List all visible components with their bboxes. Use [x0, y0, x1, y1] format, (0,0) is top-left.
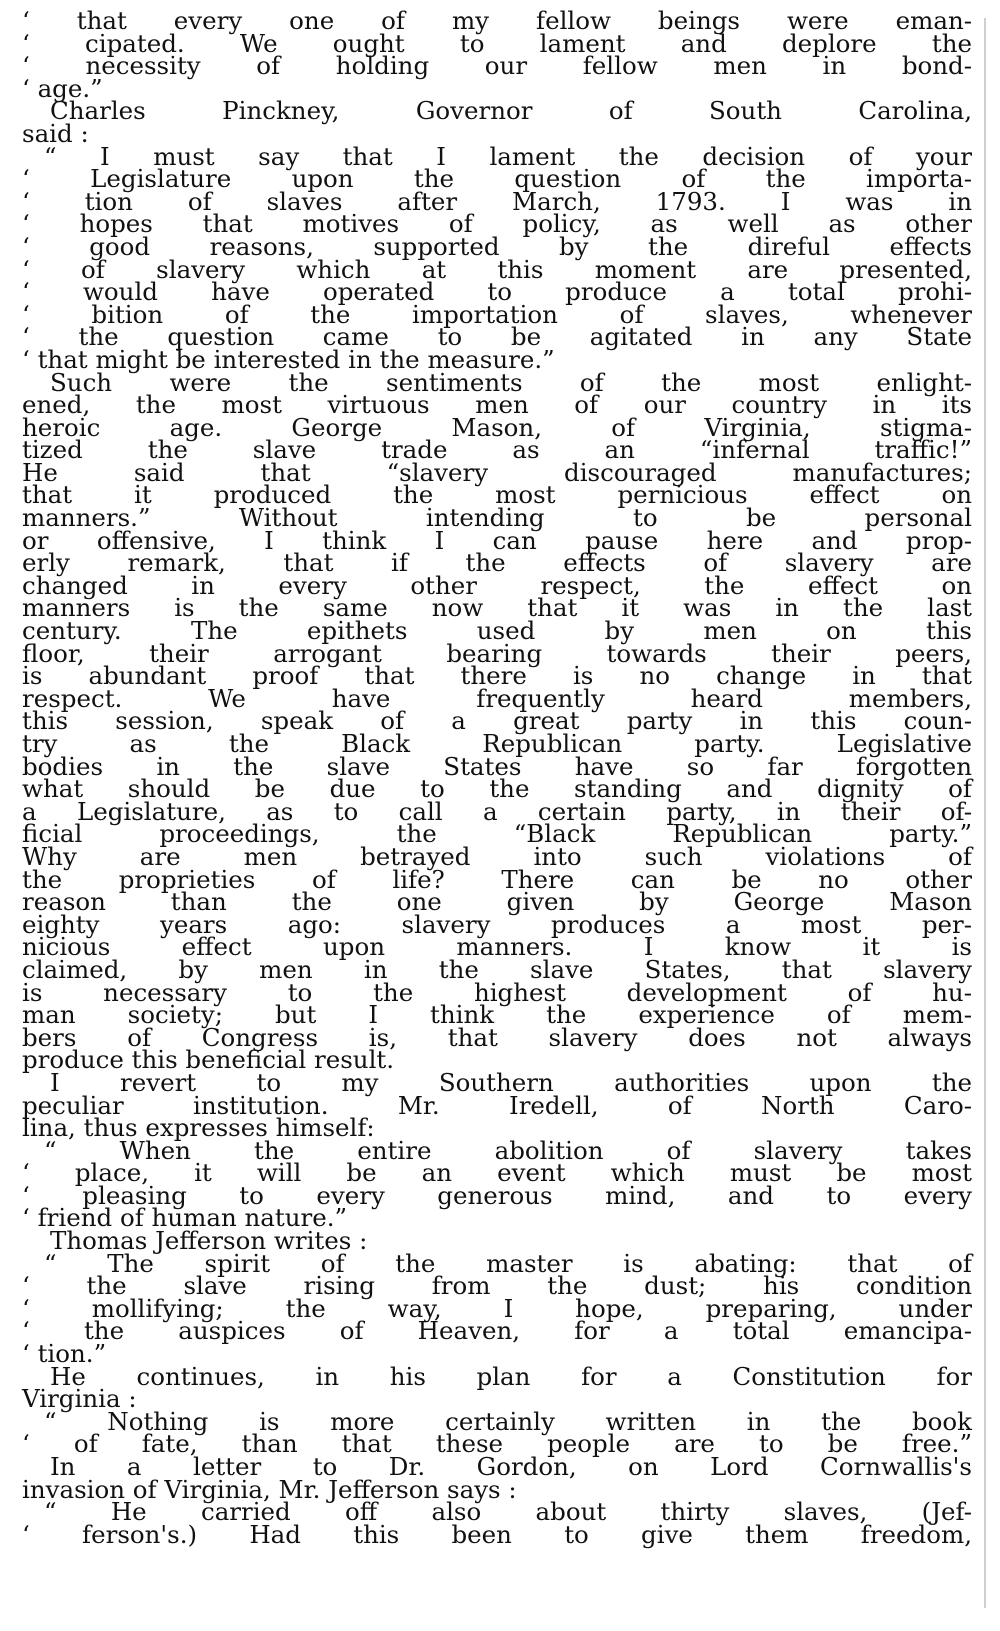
text-line: ‘ place, it will be an event which must be most: [22, 1158, 972, 1188]
text-line: ‘ bition of the importation of slaves, whenever: [22, 299, 972, 329]
text-line: “ I must say that I lament the decision of your: [44, 141, 972, 171]
text-line: In a letter to Dr. Gordon, on Lord Cornwallis's: [50, 1452, 972, 1481]
text-line: “ When the entire abolition of slavery takes: [44, 1135, 972, 1165]
text-line: what should be due to the standing and dignity of: [22, 774, 972, 804]
text-line: ‘ that might be interested in the measure.”: [22, 344, 555, 374]
text-line: ‘ good reasons, supported by the direful effects: [22, 231, 972, 261]
text-line: is necessary to the highest development of hu-: [22, 977, 972, 1007]
text-line: I revert to my Southern authorities upon the: [50, 1067, 972, 1097]
text-line: “ He carried off also about thirty slaves, (Jef-: [44, 1497, 972, 1527]
text-line: nicious effect upon manners. I know it is: [22, 932, 972, 962]
text-line: “ Nothing is more certainly written in the book: [44, 1406, 972, 1436]
text-line: He continues, in his plan for a Constitution for: [50, 1361, 972, 1391]
text-line: changed in every other respect, the effect on: [22, 570, 972, 600]
text-line: ‘ hopes that motives of policy, as well as other: [22, 209, 972, 239]
text-line: ‘ tion of slaves after March, 1793. I was in: [22, 186, 972, 216]
text-line: ened, the most virtuous men of our country in its: [22, 390, 972, 420]
text-line: century. The epithets used by men on this: [22, 616, 972, 646]
text-line: ‘ friend of human nature.”: [22, 1203, 348, 1233]
text-line: He said that “slavery discouraged manufactures;: [22, 457, 972, 487]
text-line: manners is the same now that it was in the last: [22, 593, 972, 623]
text-line: Such were the sentiments of the most enlight-: [50, 367, 972, 397]
text-line: ‘ age.”: [22, 73, 103, 103]
text-line: man society; but I think the experience of mem-: [22, 1000, 972, 1030]
text-line: a Legislature, as to call a certain party, in their of-: [22, 796, 972, 826]
text-line: reason than the one given by George Mason: [22, 887, 972, 917]
text-line: the proprieties of life? There can be no other: [22, 864, 972, 894]
text-line: floor, their arrogant bearing towards their peers,: [22, 638, 972, 668]
text-line: ‘ would have operated to produce a total prohi-: [22, 277, 972, 307]
text-line: ‘ Legislature upon the question of the importa-: [22, 164, 972, 194]
text-line: ‘ the question came to be agitated in any State: [22, 322, 972, 352]
text-line: respect. We have frequently heard members,: [22, 683, 972, 713]
text-line: manners.” Without intending to be personal: [22, 503, 972, 533]
text-line: lina, thus expresses himself:: [22, 1113, 375, 1143]
text-line: is abundant proof that there is no change in that: [22, 661, 972, 691]
text-line: bodies in the slave States have so far forgotten: [22, 751, 972, 781]
text-line: that it produced the most pernicious effect on: [22, 480, 972, 510]
text-line: peculiar institution. Mr. Iredell, of North Caro-: [22, 1090, 972, 1120]
text-line: ‘ tion.”: [22, 1339, 107, 1369]
text-line: ‘ necessity of holding our fellow men in bond-: [22, 51, 972, 81]
text-line: tized the slave trade as an “infernal traffic!”: [22, 435, 972, 465]
text-line: Virginia :: [22, 1384, 137, 1414]
text-line: ‘ the slave rising from the dust; his condition: [22, 1271, 972, 1301]
text-line: produce this beneficial result.: [22, 1045, 395, 1075]
text-line: ficial proceedings, the “Black Republican party.”: [22, 819, 972, 849]
text-line: heroic age. George Mason, of Virginia, stigma-: [22, 412, 972, 442]
text-line: ‘ ferson's.) Had this been to give them freedom,: [22, 1519, 972, 1549]
text-line: ‘ of slavery which at this moment are presented,: [22, 254, 972, 284]
text-line: claimed, by men in the slave States, that slavery: [22, 954, 972, 984]
text-line: ‘ of fate, than that these people are to be free.”: [22, 1429, 972, 1459]
text-line: ‘ mollifying; the way, I hope, preparing, under: [22, 1293, 972, 1323]
text-line: ‘ that every one of my fellow beings were eman-: [22, 6, 972, 35]
text-line: “ The spirit of the master is abating: that of: [44, 1248, 972, 1278]
text-line: ‘ pleasing to every generous mind, and to every: [22, 1180, 972, 1210]
column-rule: [984, 18, 986, 1608]
text-line: Charles Pinckney, Governor of South Carolina,: [50, 96, 972, 126]
text-line: invasion of Virginia, Mr. Jefferson says :: [22, 1474, 517, 1504]
text-line: said :: [22, 118, 89, 148]
text-line: or offensive, I think I can pause here and prop-: [22, 525, 972, 555]
text-line: ‘ cipated. We ought to lament and deplore the: [22, 28, 972, 58]
text-line: ‘ the auspices of Heaven, for a total emancipa-: [22, 1316, 972, 1346]
text-column: [22, 6, 972, 1549]
text-line: bers of Congress is, that slavery does not always: [22, 1022, 972, 1052]
text-line: try as the Black Republican party. Legislative: [22, 729, 972, 758]
text-line: erly remark, that if the effects of slavery are: [22, 548, 972, 578]
text-line: eighty years ago: slavery produces a most per-: [22, 909, 972, 939]
text-line: this session, speak of a great party in this coun-: [22, 706, 972, 736]
text-line: Thomas Jefferson writes :: [50, 1226, 368, 1256]
text-line: Why are men betrayed into such violations of: [22, 841, 972, 871]
